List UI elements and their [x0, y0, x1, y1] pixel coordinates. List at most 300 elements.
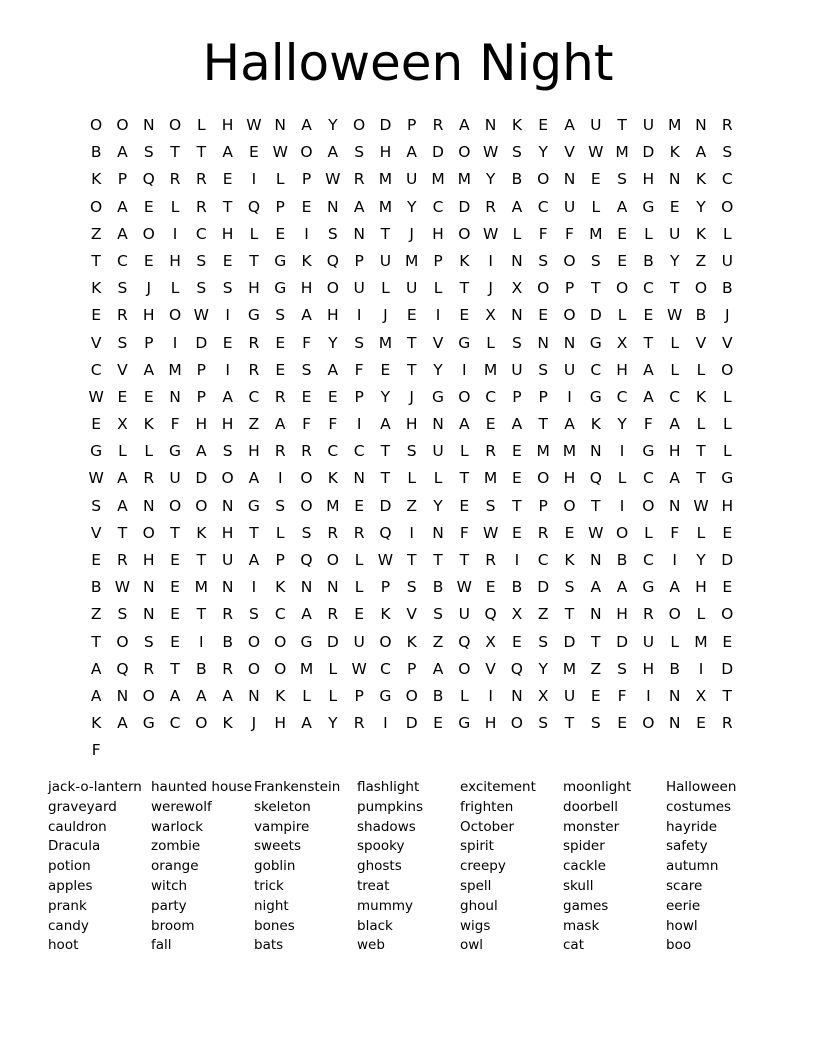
- grid-letter: H: [195, 415, 208, 434]
- grid-letter: Q: [142, 170, 155, 189]
- grid-letter: S: [722, 143, 733, 162]
- grid-letter: T: [406, 333, 417, 352]
- word-list-item: orange: [151, 858, 199, 875]
- grid-letter: U: [406, 279, 418, 298]
- word-list-item: web: [357, 937, 385, 954]
- grid-letter: I: [172, 333, 178, 352]
- grid-letter: K: [590, 415, 601, 434]
- grid-letter: Y: [617, 415, 627, 434]
- grid-letter: A: [117, 469, 128, 488]
- grid-letter: I: [488, 251, 493, 270]
- grid-letter: R: [537, 523, 549, 542]
- grid-letter: O: [642, 714, 655, 733]
- grid-letter: T: [591, 496, 601, 515]
- grid-letter: U: [221, 551, 234, 569]
- grid-letter: F: [302, 333, 311, 352]
- grid-letter: S: [222, 279, 233, 298]
- grid-letter: E: [485, 415, 496, 434]
- grid-letter: A: [643, 387, 654, 406]
- grid-letter: A: [380, 415, 391, 434]
- word-list-item: black: [357, 917, 393, 934]
- word-list: [48, 778, 769, 956]
- grid-letter: O: [694, 279, 708, 298]
- grid-letter: L: [722, 415, 732, 434]
- grid-letter: B: [669, 659, 680, 678]
- grid-letter: W: [351, 659, 367, 678]
- grid-letter: O: [721, 360, 734, 379]
- grid-letter: A: [459, 116, 470, 134]
- grid-letter: T: [117, 523, 128, 542]
- grid-letter: E: [696, 714, 706, 733]
- grid-letter: D: [721, 551, 734, 569]
- grid-letter: P: [144, 333, 154, 352]
- grid-letter: H: [642, 170, 655, 189]
- grid-letter: J: [488, 279, 493, 298]
- grid-letter: N: [432, 415, 444, 434]
- grid-letter: I: [619, 496, 625, 515]
- grid-letter: C: [327, 442, 339, 461]
- grid-letter: H: [274, 714, 287, 733]
- grid-letter: S: [354, 333, 365, 352]
- grid-letter: I: [251, 170, 257, 189]
- grid-letter: K: [275, 578, 286, 597]
- grid-letter: A: [353, 197, 365, 216]
- grid-letter: R: [353, 523, 365, 542]
- grid-letter: M: [589, 224, 603, 243]
- grid-letter: A: [90, 659, 102, 678]
- grid-letter: O: [458, 387, 471, 406]
- grid-letter: F: [459, 523, 469, 542]
- grid-letter: K: [91, 714, 102, 733]
- grid-letter: S: [538, 714, 549, 733]
- grid-letter: H: [221, 224, 234, 243]
- grid-letter: E: [91, 551, 102, 569]
- grid-letter: L: [433, 469, 443, 488]
- grid-letter: A: [196, 686, 207, 705]
- grid-letter: C: [721, 170, 733, 189]
- grid-letter: E: [301, 197, 312, 216]
- grid-letter: I: [304, 224, 309, 243]
- grid-letter: G: [379, 686, 392, 705]
- grid-letter: T: [222, 197, 233, 216]
- word-list-item: treat: [357, 877, 390, 894]
- grid-letter: P: [275, 197, 285, 216]
- grid-letter: A: [301, 306, 312, 325]
- grid-letter: V: [90, 523, 102, 542]
- grid-letter: V: [695, 333, 707, 352]
- grid-letter: L: [249, 224, 259, 243]
- grid-letter: I: [698, 659, 704, 678]
- grid-letter: K: [511, 116, 522, 134]
- grid-letter: M: [194, 578, 209, 597]
- grid-letter: P: [117, 170, 128, 189]
- grid-letter: U: [563, 686, 576, 705]
- grid-letter: E: [143, 251, 154, 270]
- grid-letter: S: [538, 632, 549, 651]
- grid-letter: F: [643, 415, 653, 434]
- grid-letter: F: [170, 415, 180, 434]
- grid-letter: A: [669, 415, 680, 434]
- word-list-item: Dracula: [48, 838, 101, 855]
- grid-letter: W: [482, 224, 499, 243]
- grid-letter: V: [406, 605, 418, 624]
- grid-letter: A: [196, 442, 207, 461]
- grid-letter: L: [197, 116, 206, 134]
- word-list-item: potion: [48, 858, 91, 875]
- grid-letter: B: [90, 578, 102, 597]
- grid-letter: W: [693, 496, 709, 515]
- grid-letter: P: [407, 659, 417, 678]
- grid-letter: T: [643, 333, 654, 352]
- grid-letter: E: [354, 605, 365, 624]
- grid-letter: O: [353, 116, 366, 134]
- grid-letter: I: [672, 551, 677, 569]
- grid-letter: N: [563, 170, 576, 189]
- word-list-item: excitement: [460, 779, 536, 795]
- grid-letter: S: [354, 143, 365, 162]
- grid-letter: D: [326, 632, 339, 651]
- grid-letter: L: [459, 686, 469, 705]
- grid-letter: N: [248, 686, 260, 705]
- word-list-item: pumpkins: [357, 798, 424, 815]
- grid-letter: O: [326, 551, 339, 569]
- grid-letter: R: [327, 523, 339, 542]
- grid-letter: I: [251, 578, 257, 597]
- grid-letter: S: [511, 143, 522, 162]
- grid-letter: O: [90, 116, 103, 134]
- grid-letter: A: [643, 360, 654, 379]
- grid-letter: R: [485, 197, 496, 216]
- grid-letter: H: [642, 659, 655, 678]
- grid-letter: A: [616, 578, 628, 597]
- grid-letter: I: [646, 686, 651, 705]
- grid-letter: O: [642, 496, 655, 515]
- grid-letter: T: [380, 469, 391, 488]
- grid-letter: E: [538, 116, 549, 134]
- grid-letter: E: [327, 387, 338, 406]
- grid-letter: X: [117, 415, 128, 434]
- grid-letter: O: [537, 170, 550, 189]
- grid-letter: C: [380, 659, 391, 678]
- grid-letter: E: [617, 251, 627, 270]
- grid-letter: E: [170, 578, 180, 597]
- grid-letter: A: [511, 415, 523, 434]
- word-list-item: vampire: [254, 818, 310, 835]
- grid-letter: W: [325, 170, 341, 189]
- grid-letter: H: [221, 523, 234, 542]
- grid-letter: I: [435, 306, 441, 325]
- grid-letter: E: [143, 387, 154, 406]
- grid-letter: S: [406, 442, 417, 461]
- grid-letter: S: [91, 496, 102, 515]
- grid-letter: E: [512, 632, 522, 651]
- grid-letter: S: [301, 523, 312, 542]
- grid-letter: S: [433, 605, 443, 624]
- grid-letter: A: [117, 224, 128, 243]
- grid-letter: E: [117, 387, 128, 406]
- grid-letter: G: [589, 333, 602, 352]
- grid-letter: H: [405, 415, 418, 434]
- grid-letter: S: [222, 442, 233, 461]
- grid-letter: M: [431, 170, 445, 189]
- grid-letter: T: [696, 469, 706, 488]
- grid-letter: A: [564, 415, 575, 434]
- grid-letter: X: [511, 279, 523, 298]
- grid-letter: Z: [695, 251, 707, 270]
- grid-letter: G: [142, 714, 155, 733]
- grid-letter: O: [615, 523, 629, 542]
- grid-letter: I: [462, 360, 467, 379]
- grid-letter: O: [168, 116, 182, 134]
- grid-letter: R: [143, 469, 155, 488]
- grid-letter: T: [617, 116, 627, 134]
- grid-letter: H: [721, 496, 734, 515]
- grid-letter: Z: [90, 605, 102, 624]
- grid-letter: K: [91, 170, 102, 189]
- grid-letter: T: [91, 251, 101, 270]
- grid-letter: O: [274, 659, 287, 678]
- grid-letter: A: [143, 360, 155, 379]
- grid-letter: D: [432, 143, 444, 162]
- grid-letter: A: [511, 197, 523, 216]
- grid-letter: E: [354, 496, 365, 515]
- grid-letter: W: [193, 306, 209, 325]
- grid-letter: A: [564, 116, 575, 134]
- grid-letter: S: [590, 714, 601, 733]
- grid-letter: H: [616, 605, 628, 624]
- word-list-item: jack-o-lantern: [48, 779, 142, 795]
- word-list-item: mask: [563, 917, 600, 934]
- grid-letter: G: [589, 387, 602, 406]
- grid-letter: F: [302, 415, 311, 434]
- grid-letter: E: [91, 415, 102, 434]
- grid-letter: B: [90, 143, 102, 162]
- grid-letter: K: [459, 251, 470, 270]
- grid-letter: P: [538, 496, 548, 515]
- grid-letter: F: [670, 523, 680, 542]
- word-list-item: haunted house: [151, 779, 253, 795]
- word-list-item: safety: [666, 838, 708, 855]
- grid-letter: E: [380, 360, 391, 379]
- grid-letter: Z: [248, 415, 260, 434]
- grid-letter: T: [406, 551, 417, 569]
- grid-letter: C: [169, 714, 181, 733]
- word-list-item: cat: [563, 937, 584, 954]
- grid-letter: L: [670, 360, 679, 379]
- grid-letter: G: [458, 714, 471, 733]
- grid-letter: B: [432, 686, 444, 705]
- grid-letter: E: [275, 360, 286, 379]
- word-list-item: party: [151, 897, 187, 914]
- grid-letter: A: [432, 659, 444, 678]
- grid-letter: E: [91, 306, 102, 325]
- grid-letter: Y: [696, 551, 706, 569]
- grid-letter: M: [667, 116, 682, 134]
- grid-letter: D: [405, 714, 418, 733]
- grid-letter: C: [195, 224, 207, 243]
- grid-letter: W: [272, 143, 288, 162]
- grid-letter: T: [433, 551, 443, 569]
- grid-letter: B: [721, 279, 733, 298]
- grid-letter: D: [195, 469, 208, 488]
- grid-letter: I: [409, 523, 414, 542]
- grid-letter: C: [669, 387, 681, 406]
- grid-letter: L: [433, 279, 443, 298]
- grid-letter: O: [510, 714, 523, 733]
- grid-letter: N: [511, 306, 523, 325]
- word-list-item: eerie: [666, 897, 701, 914]
- grid-letter: D: [379, 116, 392, 134]
- grid-letter: N: [169, 387, 181, 406]
- grid-letter: O: [721, 197, 734, 216]
- word-list-item: creepy: [460, 858, 506, 875]
- grid-letter: E: [669, 197, 680, 216]
- grid-letter: X: [485, 306, 496, 325]
- grid-letter: T: [196, 143, 207, 162]
- grid-letter: T: [380, 224, 391, 243]
- grid-letter: N: [563, 333, 576, 352]
- grid-letter: G: [274, 279, 287, 298]
- grid-letter: M: [378, 170, 393, 189]
- grid-letter: A: [222, 143, 233, 162]
- grid-letter: M: [378, 333, 393, 352]
- grid-letter: U: [353, 632, 365, 651]
- grid-letter: E: [722, 578, 733, 597]
- grid-letter: O: [326, 279, 339, 298]
- grid-letter: I: [225, 306, 230, 325]
- grid-letter: T: [564, 605, 575, 624]
- grid-letter: S: [249, 605, 259, 624]
- grid-letter: G: [432, 387, 445, 406]
- grid-letter: R: [721, 714, 733, 733]
- grid-letter: M: [536, 442, 550, 461]
- grid-letter: L: [354, 551, 364, 569]
- word-list-item: monster: [563, 818, 620, 835]
- word-list-item: apples: [48, 877, 93, 894]
- letter-grid: [83, 112, 740, 765]
- grid-letter: L: [328, 659, 338, 678]
- grid-letter: K: [222, 714, 233, 733]
- grid-letter: Z: [90, 224, 102, 243]
- grid-letter: N: [116, 686, 129, 705]
- word-list-item: moonlight: [563, 779, 632, 795]
- grid-letter: I: [277, 469, 283, 488]
- grid-letter: H: [300, 279, 313, 298]
- grid-letter: H: [695, 578, 707, 597]
- grid-letter: E: [170, 605, 180, 624]
- grid-letter: H: [221, 116, 234, 134]
- grid-letter: E: [485, 578, 496, 597]
- grid-letter: M: [405, 251, 419, 270]
- word-list-item: spirit: [460, 838, 494, 855]
- grid-letter: U: [458, 605, 470, 624]
- grid-letter: J: [383, 306, 388, 325]
- grid-letter: K: [695, 224, 707, 243]
- grid-letter: T: [196, 605, 207, 624]
- grid-letter: C: [90, 360, 102, 379]
- grid-letter: S: [564, 578, 575, 597]
- grid-letter: Q: [589, 469, 602, 488]
- grid-letter: R: [117, 306, 128, 325]
- grid-letter: A: [669, 469, 680, 488]
- grid-letter: M: [326, 496, 340, 515]
- grid-letter: P: [512, 387, 522, 406]
- grid-letter: R: [642, 605, 654, 624]
- grid-letter: L: [486, 333, 495, 352]
- grid-letter: N: [142, 578, 155, 597]
- grid-letter: E: [170, 551, 180, 569]
- grid-letter: C: [485, 387, 497, 406]
- grid-letter: N: [668, 686, 681, 705]
- grid-letter: S: [143, 632, 154, 651]
- word-list-item: night: [254, 897, 289, 914]
- grid-letter: U: [379, 251, 392, 270]
- grid-letter: L: [591, 197, 601, 216]
- grid-letter: I: [356, 415, 362, 434]
- word-list-item: goblin: [254, 858, 296, 875]
- grid-letter: C: [117, 251, 128, 270]
- grid-letter: Z: [406, 496, 418, 515]
- grid-letter: L: [118, 442, 127, 461]
- grid-letter: A: [117, 143, 128, 162]
- grid-letter: P: [196, 360, 207, 379]
- grid-letter: M: [694, 632, 708, 651]
- grid-letter: O: [116, 116, 129, 134]
- grid-letter: T: [564, 714, 575, 733]
- grid-letter: D: [589, 306, 602, 325]
- grid-letter: S: [301, 360, 312, 379]
- grid-letter: I: [225, 360, 230, 379]
- grid-letter: S: [617, 170, 627, 189]
- grid-letter: E: [459, 496, 470, 515]
- word-list-item: owl: [460, 937, 484, 954]
- grid-letter: P: [354, 251, 364, 270]
- grid-letter: N: [511, 686, 523, 705]
- grid-letter: T: [196, 551, 207, 569]
- grid-letter: O: [458, 659, 471, 678]
- word-list-item: sweets: [254, 838, 302, 855]
- grid-letter: T: [249, 523, 259, 542]
- grid-letter: A: [301, 116, 312, 134]
- grid-letter: O: [668, 605, 681, 624]
- grid-letter: R: [327, 605, 339, 624]
- grid-letter: H: [142, 306, 155, 325]
- word-list-item: broom: [151, 917, 195, 934]
- grid-letter: S: [590, 251, 601, 270]
- grid-letter: T: [380, 442, 391, 461]
- grid-letter: S: [196, 251, 207, 270]
- grid-letter: L: [407, 469, 417, 488]
- grid-letter: X: [695, 686, 707, 705]
- grid-letter: V: [432, 333, 444, 352]
- grid-letter: V: [564, 143, 575, 162]
- grid-letter: I: [488, 686, 493, 705]
- grid-letter: E: [301, 387, 312, 406]
- grid-letter: N: [353, 224, 365, 243]
- grid-letter: S: [538, 251, 549, 270]
- grid-letter: C: [248, 387, 260, 406]
- grid-letter: S: [196, 279, 207, 298]
- grid-letter: G: [300, 632, 313, 651]
- grid-letter: R: [485, 551, 496, 569]
- grid-letter: R: [432, 116, 444, 134]
- grid-letter: T: [591, 632, 601, 651]
- grid-letter: Y: [328, 714, 338, 733]
- grid-letter: Q: [458, 632, 471, 651]
- grid-letter: S: [275, 306, 286, 325]
- grid-letter: O: [563, 306, 576, 325]
- grid-letter: I: [356, 306, 362, 325]
